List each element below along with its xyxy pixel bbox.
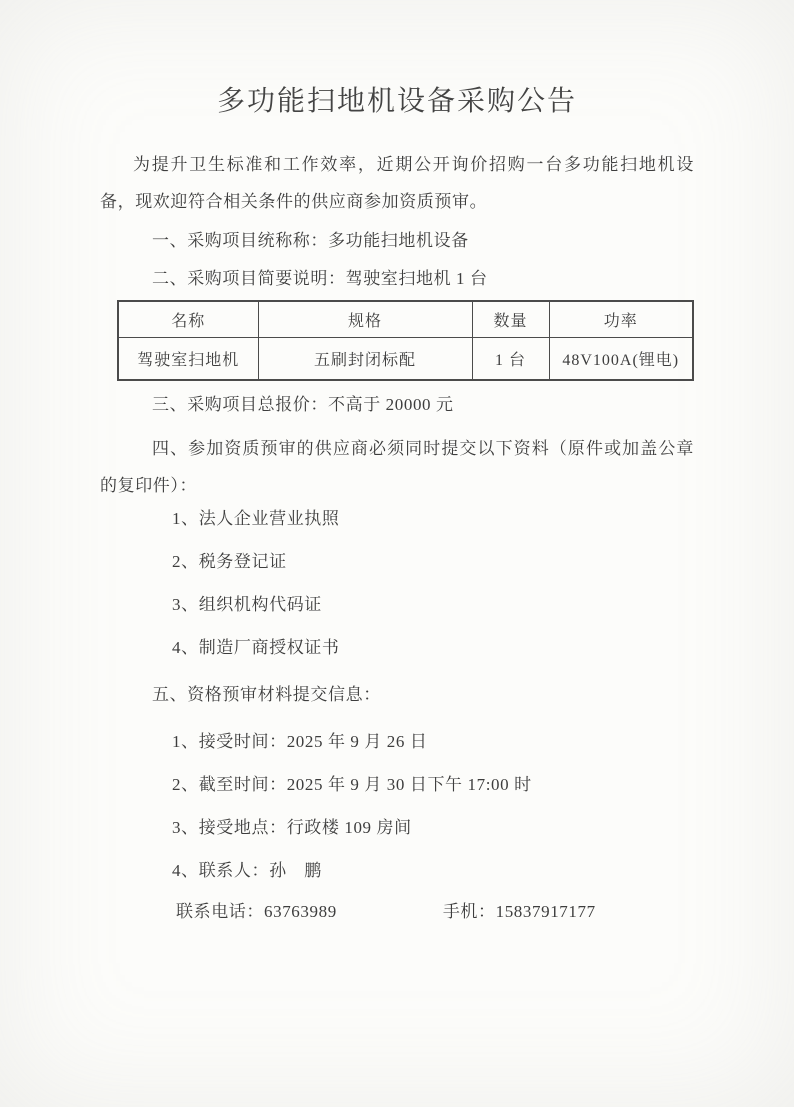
cell-item-spec: 五刷封闭标配 [258,337,472,380]
intro-paragraph: 为提升卫生标准和工作效率，近期公开询价招购一台多功能扫地机设备，现欢迎符合相关条件的供应商参加资质预审。 [100,155,694,211]
cell-item-name: 驾驶室扫地机 [118,337,258,380]
contact-phone: 联系电话：63763989 [176,902,337,921]
submission-info-item: 3、接受地点：行政楼 109 房间 [172,818,412,837]
submission-info-list [100,730,694,883]
section-2-project-summary: 二、采购项目简要说明：驾驶室扫地机 1 台 [152,269,488,288]
required-doc-item: 1、法人企业营业执照 [172,509,340,528]
table-header-spec: 规格 [258,301,472,337]
table-header-row [118,301,693,337]
required-doc-item: 2、税务登记证 [172,552,287,571]
document-title: 多功能扫地机设备采购公告 [216,86,577,117]
document-content [100,84,694,924]
section-4-required-materials: 四、参加资质预审的供应商必须同时提交以下资料（原件或加盖公章的复印件）： [100,439,694,495]
cell-item-power: 48V100A(锂电) [549,337,693,380]
table-header-name: 名称 [118,301,258,337]
table-row [118,337,693,380]
section-3-total-price: 三、采购项目总报价：不高于 20000 元 [152,395,454,414]
required-documents-list [100,507,694,660]
submission-info-item: 4、联系人：孙 鹏 [172,861,322,880]
submission-info-item: 2、截至时间：2025 年 9 月 30 日下午 17:00 时 [172,775,532,794]
table-header-quantity: 数量 [472,301,549,337]
section-1-project-name: 一、采购项目统称称：多功能扫地机设备 [152,231,469,250]
contact-mobile: 手机：15837917177 [442,902,596,921]
submission-info-item: 1、接受时间：2025 年 9 月 26 日 [172,732,428,751]
table-header-power: 功率 [549,301,693,337]
section-5-submission-info: 五、资格预审材料提交信息： [152,685,381,704]
required-doc-item: 3、组织机构代码证 [172,595,322,614]
cell-item-quantity: 1 台 [472,337,549,380]
contact-line [100,900,694,924]
items-table [117,300,694,381]
required-doc-item: 4、制造厂商授权证书 [172,638,340,657]
